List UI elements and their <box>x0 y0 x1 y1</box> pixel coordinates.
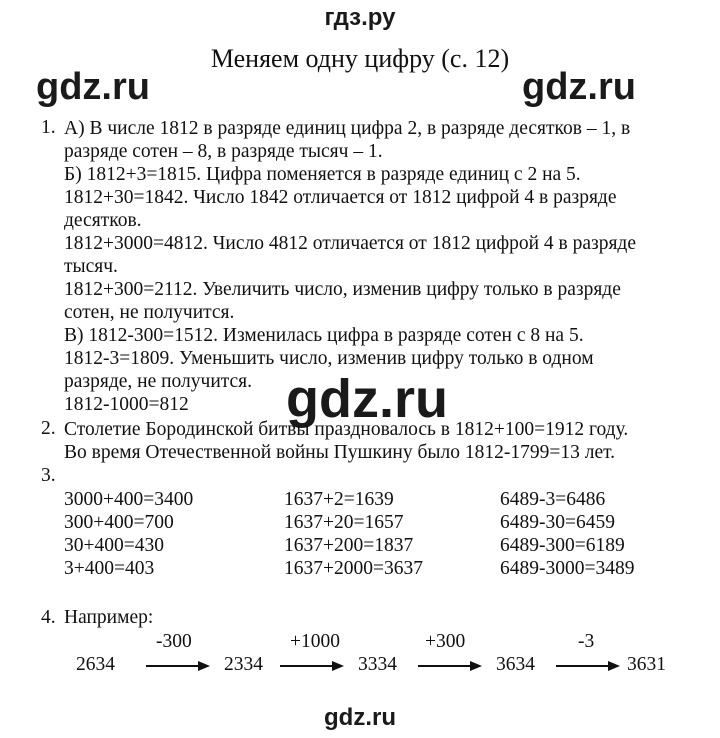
equation: 3+400=403 <box>64 558 155 579</box>
arrow-right-icon <box>280 660 344 672</box>
equation: 6489-300=6189 <box>500 535 625 556</box>
task-1-line: Б) 1812+3=1815. Цифра поменяется в разряде единиц с 2 на 5. <box>64 164 581 185</box>
task-1-line: тысяч. <box>64 256 118 277</box>
operation-label: -300 <box>156 631 192 652</box>
chain-value: 3634 <box>496 654 535 675</box>
task-1-line: сотен, не получится. <box>64 302 235 323</box>
watermark-center: gdz.ru <box>286 369 448 429</box>
equation: 1637+2000=3637 <box>284 558 423 579</box>
task-2-body <box>64 418 628 464</box>
task-1-line: 1812-3=1809. Уменьшить число, изменив цифру только в одном <box>64 348 594 369</box>
task-1-line: десятков. <box>64 210 142 231</box>
equation: 1637+200=1837 <box>284 535 414 556</box>
task-3-column <box>284 488 423 580</box>
task-2-line: Во время Отечественной войны Пушкину было 1812-1799=13 лет. <box>64 442 616 463</box>
watermark-right: gdz.ru <box>522 66 636 108</box>
task-2-line: Столетие Бородинской битвы праздновалось в 1812+100=1912 году. <box>64 419 629 440</box>
chain-value: 3631 <box>627 654 666 675</box>
operation-label: +1000 <box>290 631 340 652</box>
arrow-right-icon <box>146 660 210 672</box>
operation-label: -3 <box>578 631 595 652</box>
equation: 6489-30=6459 <box>500 512 615 533</box>
arrow-right-icon <box>418 660 482 672</box>
task-4-number: 4. <box>41 607 56 628</box>
task-3-column <box>500 488 635 580</box>
equation: 1637+2=1639 <box>284 489 394 510</box>
equation: 6489-3=6486 <box>500 489 606 510</box>
task-2-number: 2. <box>41 418 56 439</box>
task-1-line: А) В числе 1812 в разряде единиц цифра 2, в разряде десятков – 1, в <box>64 118 631 139</box>
watermark-bottom: gdz.ru <box>324 704 396 731</box>
chain-value: 3334 <box>358 654 397 675</box>
operation-label: +300 <box>425 631 466 652</box>
task-1-line: разряде сотен – 8, в разряде тысяч – 1. <box>64 141 383 162</box>
chain-value: 2634 <box>76 654 115 675</box>
equation: 300+400=700 <box>64 512 174 533</box>
task-1-line: разряде, не получится. <box>64 371 253 392</box>
task-1-line: 1812+30=1842. Число 1842 отличается от 1812 цифрой 4 в разряде <box>64 187 617 208</box>
task-1-line: 1812+3000=4812. Число 4812 отличается от 1812 цифрой 4 в разряде <box>64 233 637 254</box>
task-1-body <box>64 117 636 416</box>
chain-value: 2334 <box>224 654 263 675</box>
task-1-line: 1812+300=2112. Увеличить число, изменив цифру только в разряде <box>64 279 621 300</box>
task-4-label: Например: <box>64 607 154 628</box>
task-3-number: 3. <box>41 465 56 486</box>
watermark-top: гдз.ру <box>324 4 396 31</box>
task-1-number: 1. <box>41 117 56 138</box>
task-1-line: 1812-1000=812 <box>64 394 189 415</box>
equation: 1637+20=1657 <box>284 512 404 533</box>
watermark-left: gdz.ru <box>36 66 150 108</box>
task-3-column <box>64 488 193 580</box>
page-title: Меняем одну цифру (с. 12) <box>210 44 510 73</box>
equation: 6489-3000=3489 <box>500 558 635 579</box>
equation: 30+400=430 <box>64 535 164 556</box>
arrow-right-icon <box>556 660 620 672</box>
task-1-line: В) 1812-300=1512. Изменилась цифра в разряде сотен с 8 на 5. <box>64 325 584 346</box>
equation: 3000+400=3400 <box>64 489 194 510</box>
